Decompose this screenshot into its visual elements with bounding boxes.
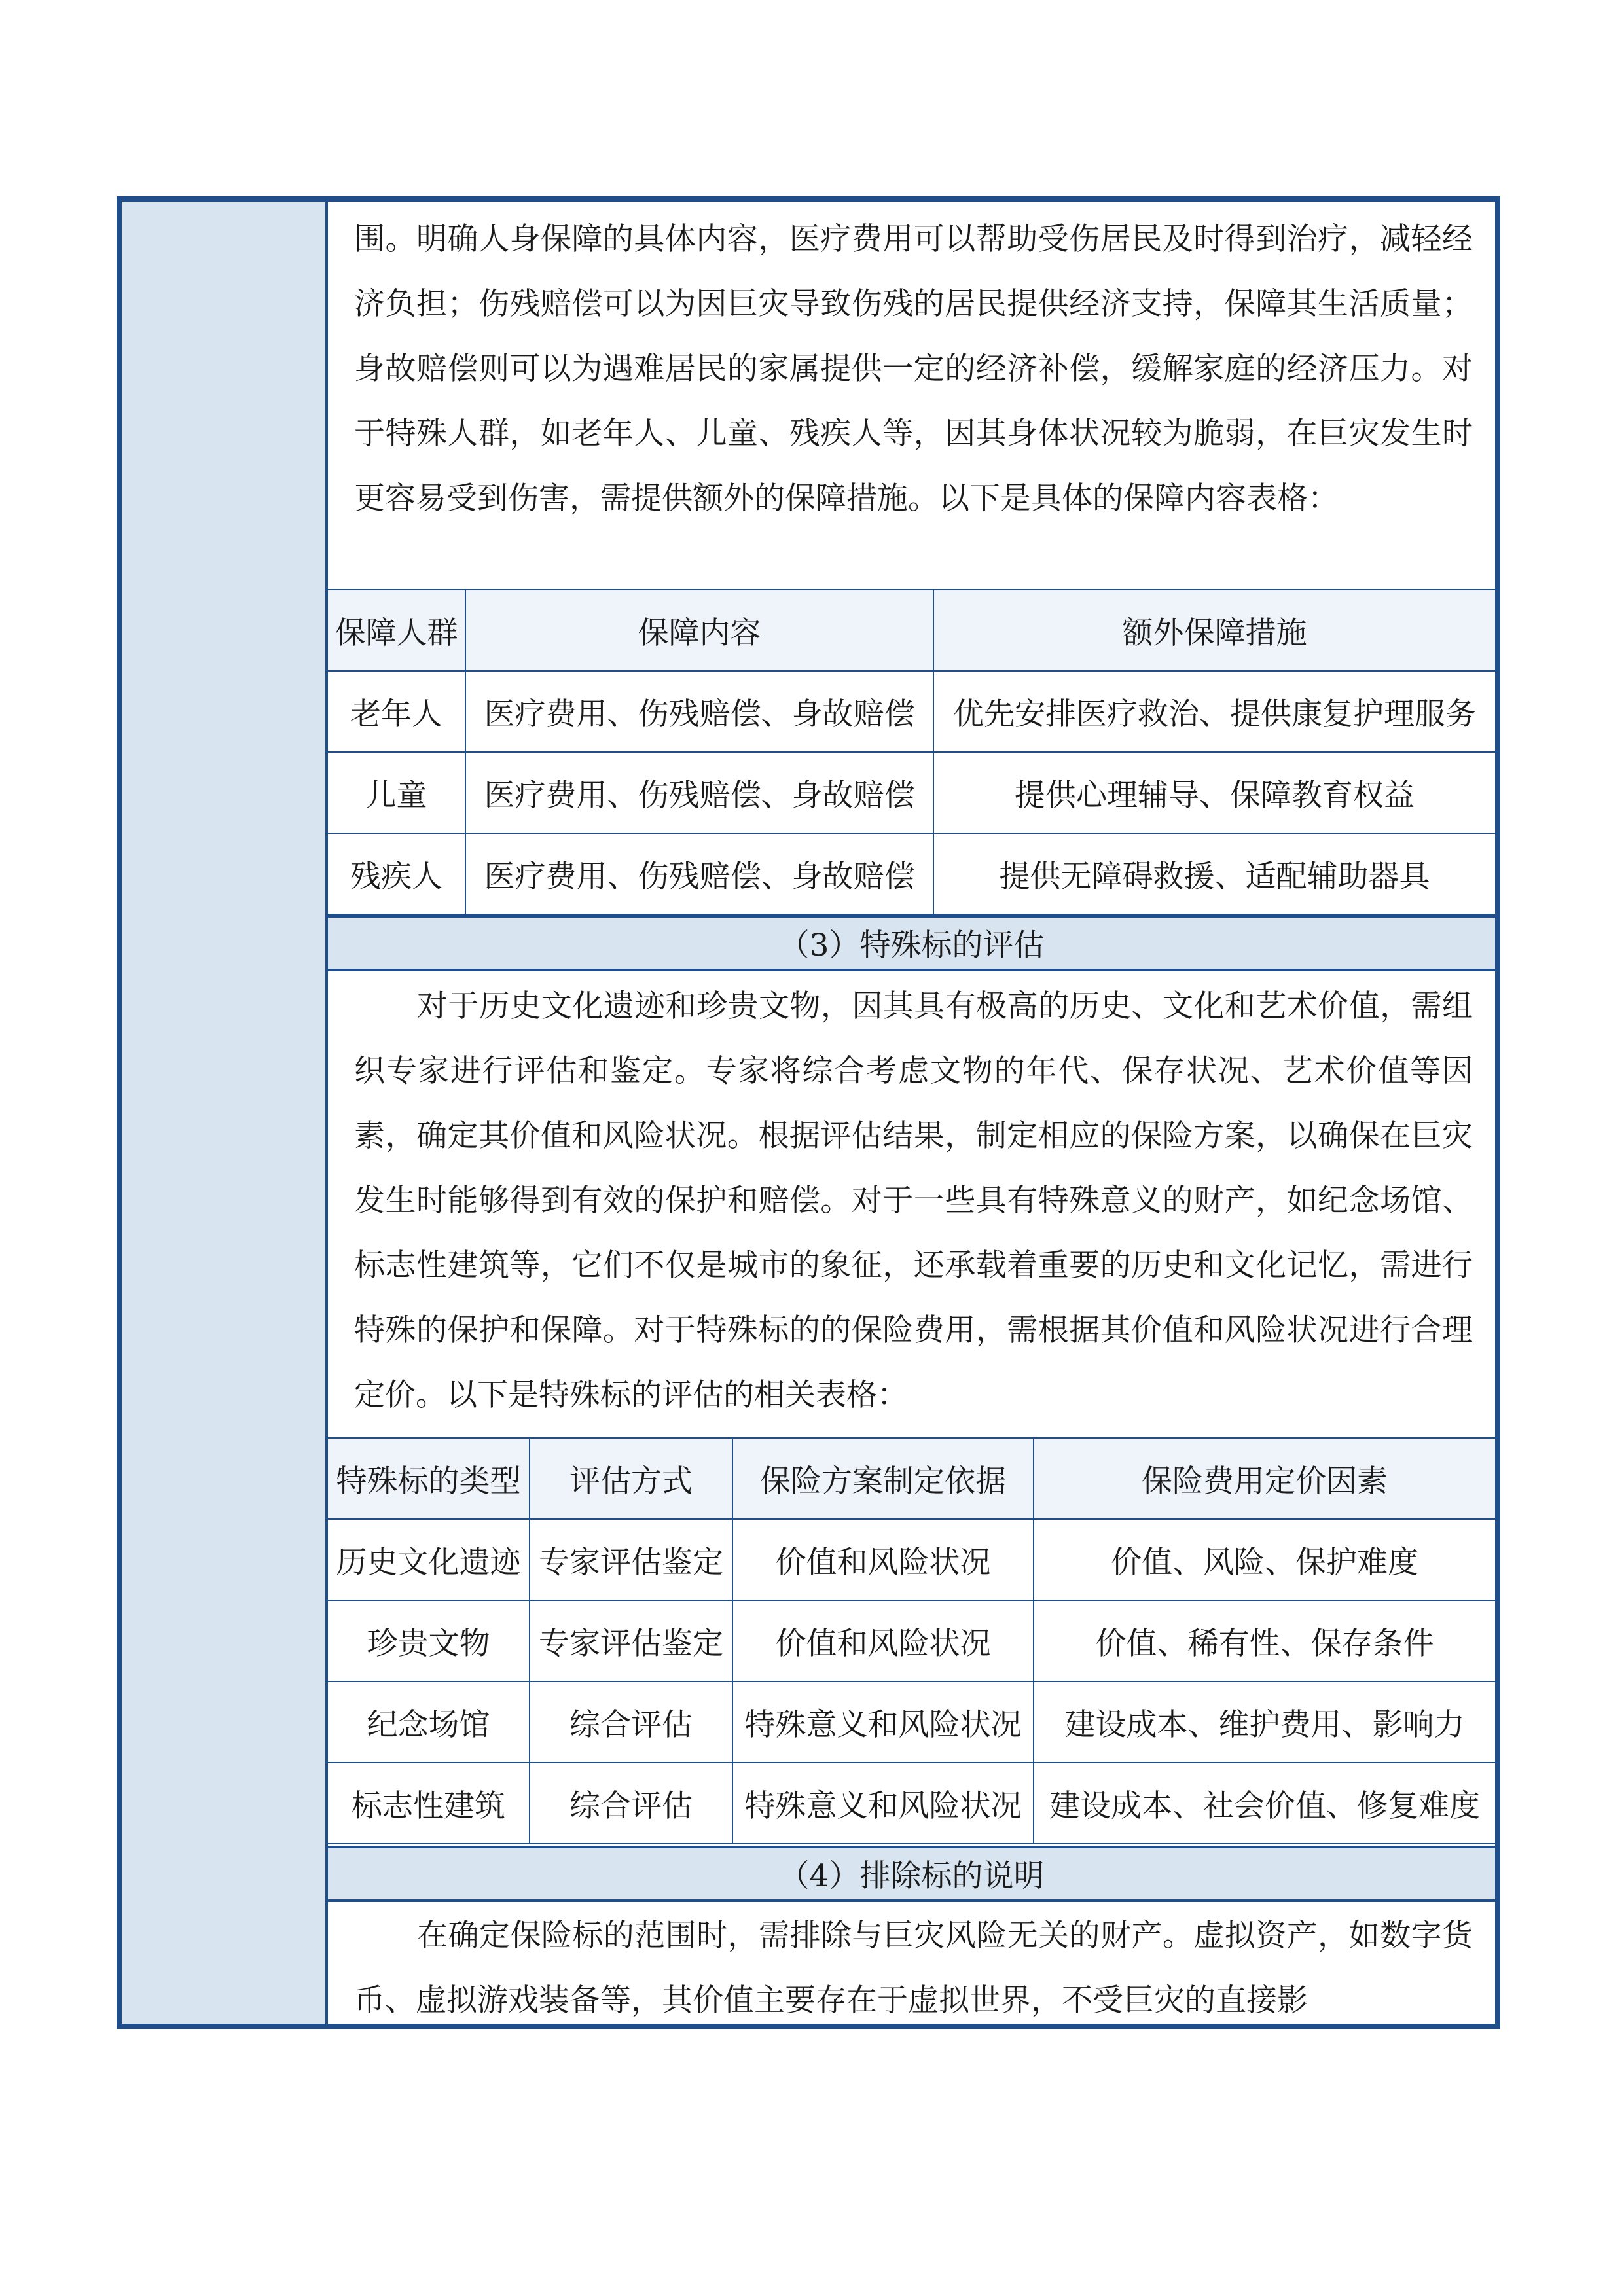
paragraph-exclusions xyxy=(328,1903,1495,2033)
table-row xyxy=(328,1681,1495,1763)
table-cell: 儿童 xyxy=(328,752,465,833)
table-cell: 提供无障碍救援、适配辅助器具 xyxy=(933,833,1495,914)
special-assessment-table xyxy=(328,1437,1495,1844)
paragraph-text: 围。明确人身保障的具体内容，医疗费用可以帮助受伤居民及时得到治疗，减轻经济负担；伤残赔偿可以为因巨灾导致伤残的居民提供经济支持，保障其生活质量；身故赔偿则可以为遇难居民的家属提供一定的经济补偿，缓解家庭的经济压力。对于特殊人群，如老年人、儿童、残疾人等，因其身体状况较为脆弱，在巨灾发生时更容易受到伤害，需提供额外的保障措施。以下是具体的保障内容表格： xyxy=(354,221,1473,516)
table-cell: 专家评估鉴定 xyxy=(530,1519,732,1600)
table-cell: 纪念场馆 xyxy=(328,1681,530,1763)
left-label-column xyxy=(122,202,328,2024)
table-cell: 价值、稀有性、保存条件 xyxy=(1034,1600,1495,1681)
header-cell: 评估方式 xyxy=(530,1438,732,1519)
document-frame xyxy=(117,196,1500,2029)
table-cell: 老年人 xyxy=(328,671,465,752)
paragraph-text: 在确定保险标的范围时，需排除与巨灾风险无关的财产。虚拟资产，如数字货币、虚拟游戏装备等，其价值主要存在于虚拟世界，不受巨灾的直接影 xyxy=(354,1918,1473,2018)
table-cell: 特殊意义和风险状况 xyxy=(732,1681,1034,1763)
table-cell: 医疗费用、伤残赔偿、身故赔偿 xyxy=(465,671,933,752)
table-cell: 标志性建筑 xyxy=(328,1763,530,1844)
table-cell: 价值和风险状况 xyxy=(732,1519,1034,1600)
header-cell: 保障内容 xyxy=(465,590,933,671)
table-cell: 综合评估 xyxy=(530,1763,732,1844)
table-cell: 价值、风险、保护难度 xyxy=(1034,1519,1495,1600)
protection-table xyxy=(328,589,1495,915)
paragraph-personal-protection xyxy=(328,207,1495,531)
table-row xyxy=(328,671,1495,752)
table-cell: 医疗费用、伤残赔偿、身故赔偿 xyxy=(465,752,933,833)
header-cell: 保险费用定价因素 xyxy=(1034,1438,1495,1519)
table-cell: 综合评估 xyxy=(530,1681,732,1763)
section-heading-exclusions: （4）排除标的说明 xyxy=(328,1846,1495,1902)
table-cell: 提供心理辅导、保障教育权益 xyxy=(933,752,1495,833)
table-cell: 建设成本、社会价值、修复难度 xyxy=(1034,1763,1495,1844)
paragraph-text: 对于历史文化遗迹和珍贵文物，因其具有极高的历史、文化和艺术价值，需组织专家进行评估和鉴定。专家将综合考虑文物的年代、保存状况、艺术价值等因素，确定其价值和风险状况。根据评估结果，制定相应的保险方案，以确保在巨灾发生时能够得到有效的保护和赔偿。对于一些具有特殊意义的财产，如纪念场馆、标志性建筑等，它们不仅是城市的象征，还承载着重要的历史和文化记忆，需进行特殊的保护和保障。对于特殊标的的保险费用，需根据其价值和风险状况进行合理定价。以下是特殊标的评估的相关表格： xyxy=(354,988,1473,1413)
table-cell: 价值和风险状况 xyxy=(732,1600,1034,1681)
table-cell: 医疗费用、伤残赔偿、身故赔偿 xyxy=(465,833,933,914)
table-row xyxy=(328,833,1495,914)
table-row xyxy=(328,1519,1495,1600)
header-cell: 特殊标的类型 xyxy=(328,1438,530,1519)
table-cell: 残疾人 xyxy=(328,833,465,914)
table-cell: 历史文化遗迹 xyxy=(328,1519,530,1600)
section-heading-special-assessment: （3）特殊标的评估 xyxy=(328,915,1495,971)
paragraph-special-assessment xyxy=(328,974,1495,1427)
table-cell: 优先安排医疗救治、提供康复护理服务 xyxy=(933,671,1495,752)
table-cell: 特殊意义和风险状况 xyxy=(732,1763,1034,1844)
content-column xyxy=(328,202,1495,2024)
header-cell: 额外保障措施 xyxy=(933,590,1495,671)
table-cell: 专家评估鉴定 xyxy=(530,1600,732,1681)
header-cell: 保险方案制定依据 xyxy=(732,1438,1034,1519)
table-header-row xyxy=(328,1438,1495,1519)
table-cell: 建设成本、维护费用、影响力 xyxy=(1034,1681,1495,1763)
table-row xyxy=(328,1763,1495,1844)
table-cell: 珍贵文物 xyxy=(328,1600,530,1681)
table-row xyxy=(328,1600,1495,1681)
table-header-row xyxy=(328,590,1495,671)
header-cell: 保障人群 xyxy=(328,590,465,671)
table-row xyxy=(328,752,1495,833)
